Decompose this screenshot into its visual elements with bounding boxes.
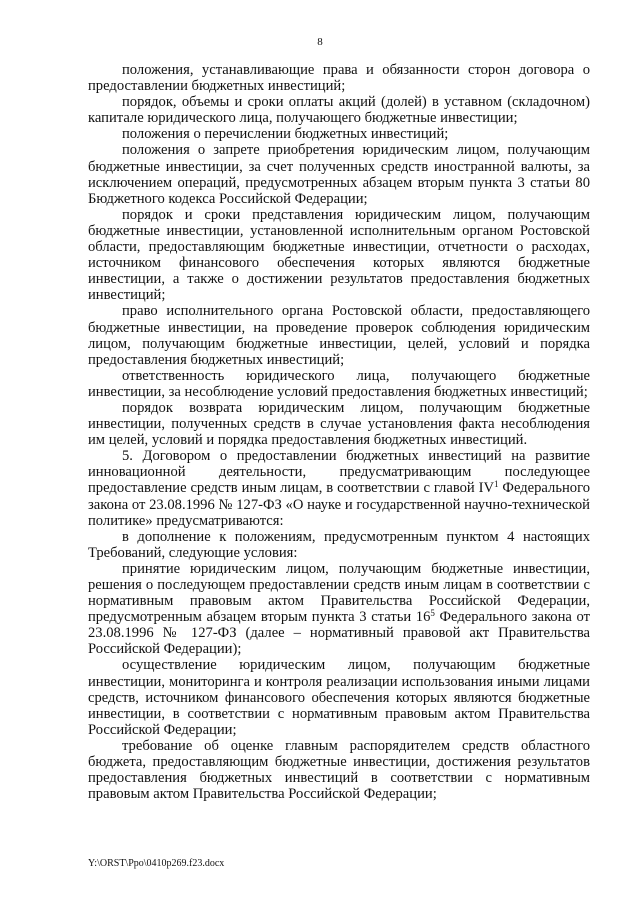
paragraph: порядок, объемы и сроки оплаты акций (долей) в уставном (складочном) капитале юридического лица, получающего бюджетные инвестиции;	[88, 94, 590, 127]
paragraph-text: Федерального закона от 23.08.1996 № 127-ФЗ (далее – нормативный правовой акт Правительства Российской Федерации);	[88, 609, 590, 658]
page-number: 8	[317, 36, 323, 48]
paragraph: положения о перечислении бюджетных инвестиций;	[122, 126, 449, 143]
paragraph	[88, 561, 590, 658]
paragraph-text: Федерального закона от 23.08.1996 № 127-ФЗ «О науке и государственной научно-технической политике» предусматриваются:	[88, 480, 590, 529]
paragraph: право исполнительного органа Ростовской области, предоставляющего бюджетные инвестиции, на проведение проверок соблюдения юридическим лицом, получающим бюджетные инвестиции, целей, условий и порядка предоставления бюджетных инвестиций;	[88, 303, 590, 368]
footer-file-path: Y:\ORST\Ppo\0410p269.f23.docx	[88, 858, 225, 869]
paragraph: положения о запрете приобретения юридическим лицом, получающим бюджетные инвестиции, за счет полученных средств иностранной валюты, за исключением операций, предусмотренных абзацем вторым пункта 3 статьи 80 Бюджетного кодекса Российской Федерации;	[88, 142, 590, 207]
paragraph: порядок и сроки представления юридическим лицом, получающим бюджетные инвестиции, установленной исполнительным органом Ростовской области, предоставляющим бюджетные инвестиции, отчетности о расходах, источником финансового обеспечения которых являются бюджетные инвестиции, а также о достижении результатов предоставления бюджетных инвестиций;	[88, 206, 590, 304]
paragraph: положения, устанавливающие права и обязанности сторон договора о предоставлении бюджетных инвестиций;	[88, 62, 590, 95]
paragraph	[88, 448, 590, 528]
paragraph: порядок возврата юридическим лицом, получающим бюджетные инвестиции, полученных средств в случае установления факта несоблюдения им целей, условий и порядка предоставления бюджетных инвестиций.	[88, 399, 590, 449]
paragraph-text: 5. Договором о предоставлении бюджетных инвестиций на развитие инновационной деятельности, предусматривающим последующее предоставление средств иным лицам, в соответствии с главой IV	[88, 448, 590, 497]
document-body	[88, 62, 590, 802]
paragraph: в дополнение к положениям, предусмотренным пунктом 4 настоящих Требований, следующие условия:	[88, 528, 590, 561]
superscript: 5	[430, 608, 435, 619]
paragraph: ответственность юридического лица, получающего бюджетные инвестиции, за несоблюдение условий предоставления бюджетных инвестиций;	[88, 367, 590, 400]
paragraph-text: принятие юридическим лицом, получающим бюджетные инвестиции, решения о последующем предоставлении средств иным лицам в соответствии с нормативным правовым актом Правительства Российской Федерации, предусмотренным абзацем вторым пункта 3 статьи 16	[88, 560, 590, 626]
paragraph: осуществление юридическим лицом, получающим бюджетные инвестиции, мониторинга и контроля реализации использования иными лицами средств, источником финансового обеспечения которых являются бюджетные инвестиции, в соответствии с нормативным правовым актом Правительства Российской Федерации;	[88, 657, 590, 738]
paragraph: требование об оценке главным распорядителем средств областного бюджета, предоставляющим бюджетные инвестиции, достижения результатов предоставления бюджетных инвестиций в соответствии с нормативным правовым актом Правительства Российской Федерации;	[88, 737, 590, 803]
superscript: 1	[494, 479, 499, 490]
